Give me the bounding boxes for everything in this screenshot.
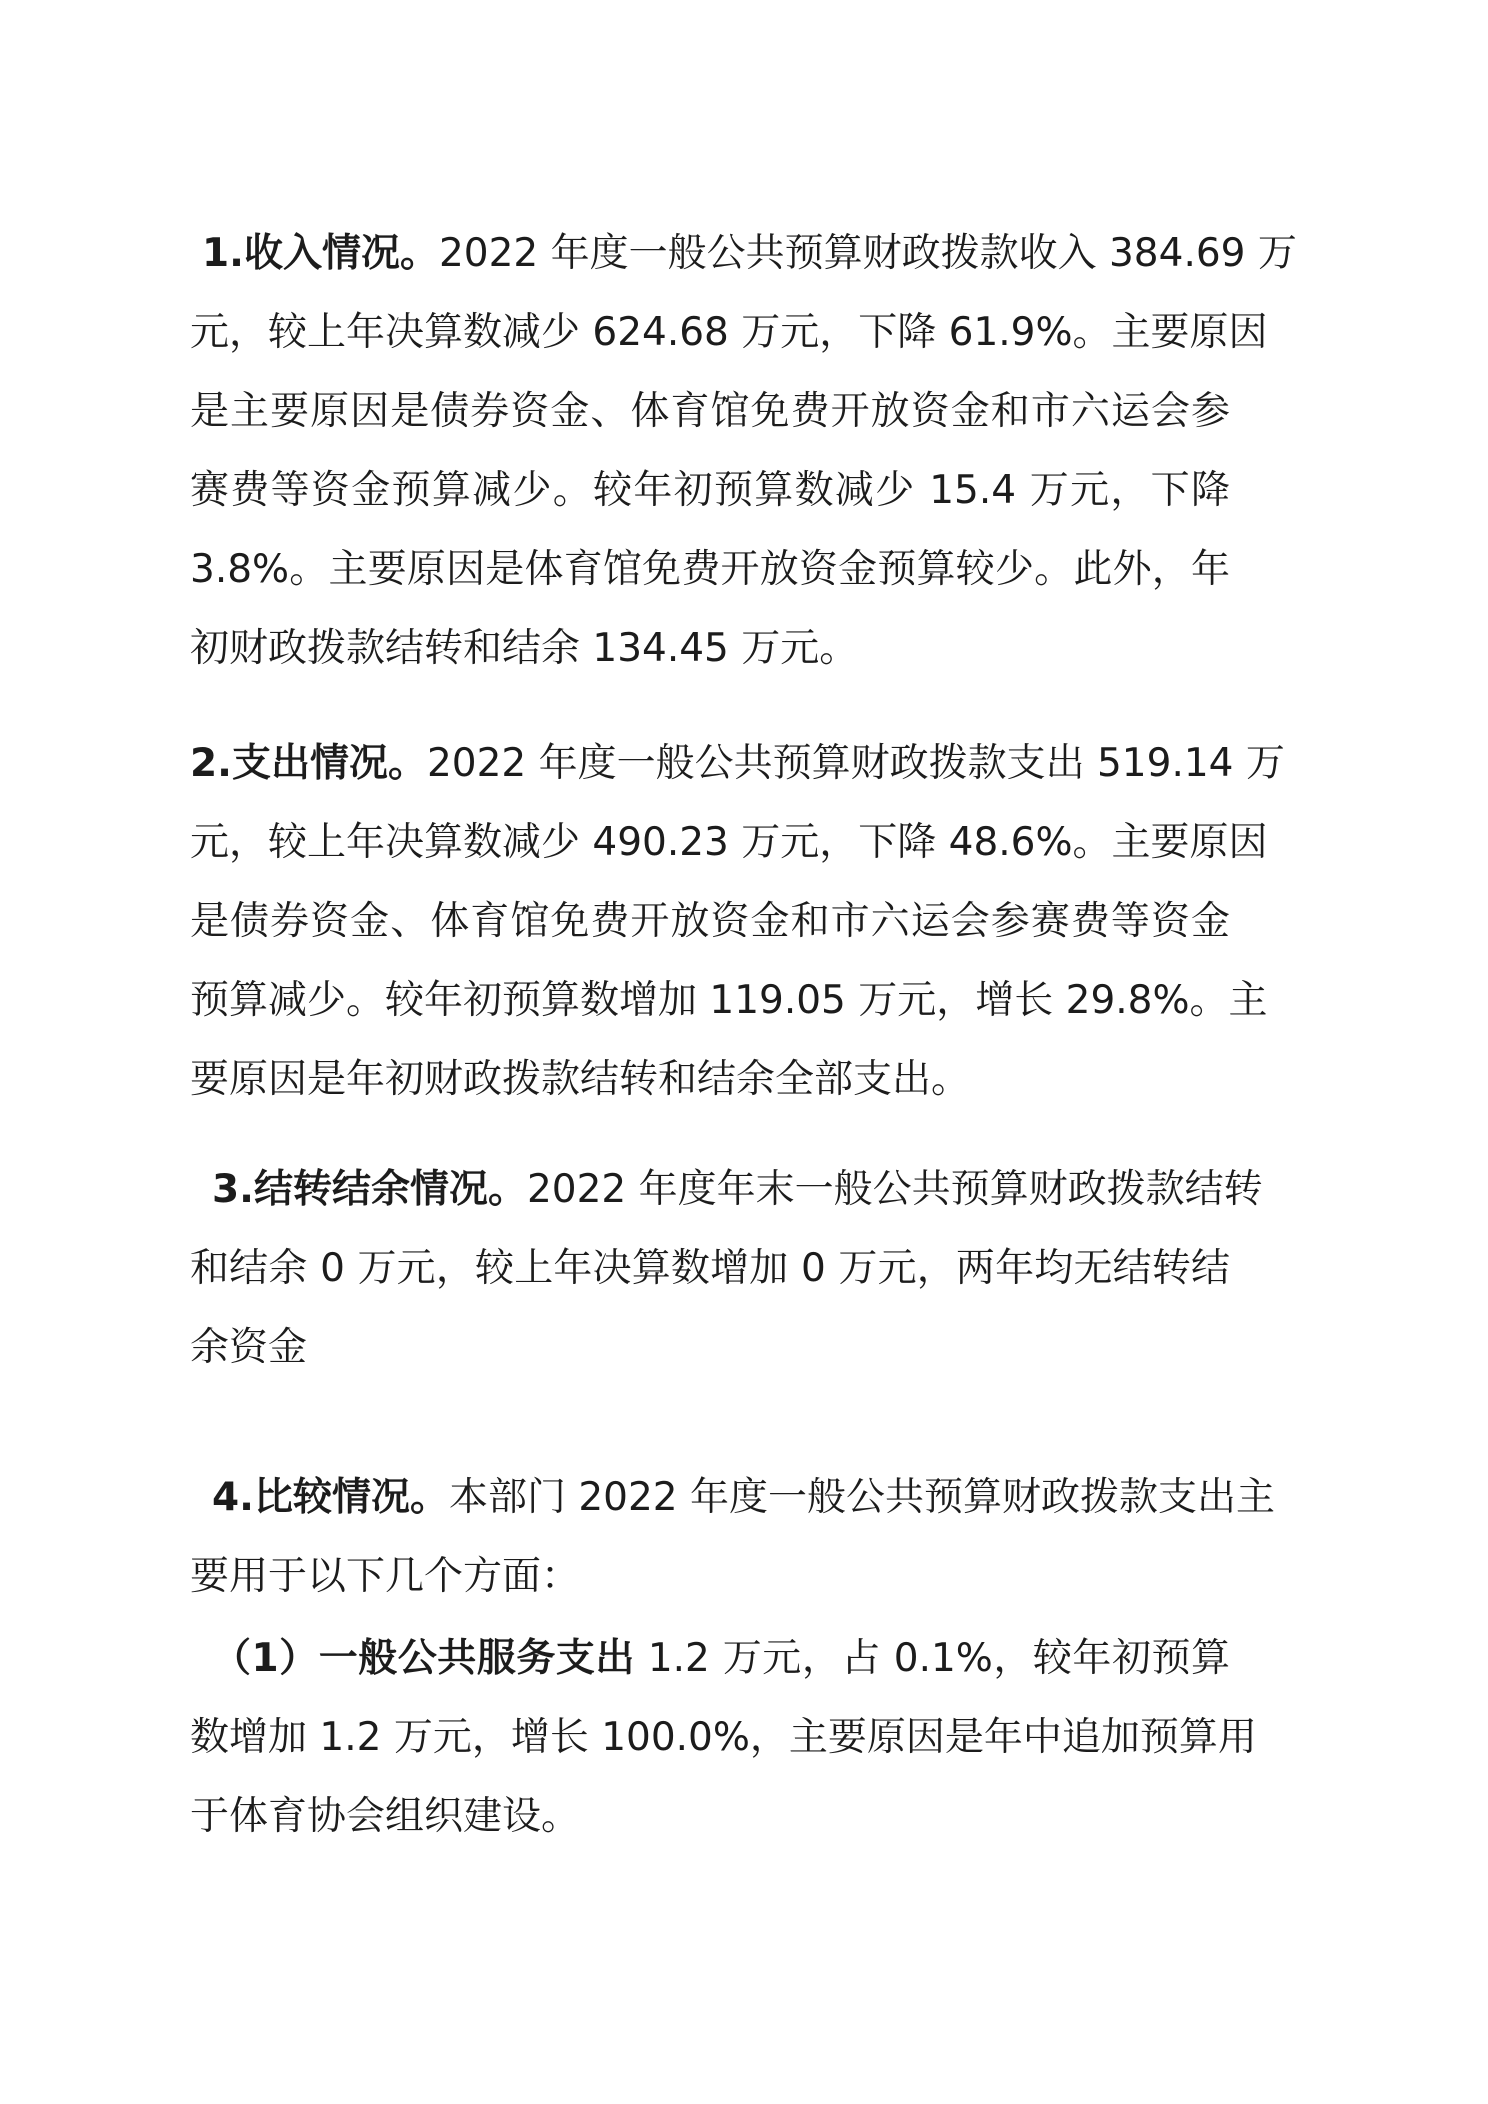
- text-line: [190, 724, 1285, 803]
- section-heading-expenditure: 2.支出情况。: [190, 741, 427, 786]
- text-line: 预算减少。较年初预算数增加 119.05 万元，增长 29.8%。主: [190, 978, 1268, 1023]
- line-text: 2022 年度一般公共预算财政拨款收入 384.69 万: [438, 231, 1297, 276]
- text-line: 数增加 1.2 万元，增长 100.0%，主要原因是年中追加预算用: [190, 1715, 1257, 1760]
- text-line: 和结余 0 万元，较上年决算数增加 0 万元，两年均无结转结: [190, 1246, 1230, 1291]
- text-line: 初财政拨款结转和结余 134.45 万元。: [190, 626, 859, 671]
- text-line: 要原因是年初财政拨款结转和结余全部支出。: [190, 1057, 971, 1102]
- paragraph-income: [190, 214, 1297, 688]
- text-line: 3.8%。主要原因是体育馆免费开放资金预算较少。此外，年: [190, 547, 1230, 592]
- text-line: 赛费等资金预算减少。较年初预算数减少 15.4 万元，下降: [190, 468, 1230, 513]
- line-text: 2022 年度一般公共预算财政拨款支出 519.14 万: [426, 741, 1285, 786]
- section-heading-carryover: 3.结转结余情况。: [212, 1167, 527, 1212]
- text-line: 余资金: [190, 1325, 308, 1370]
- text-line: [190, 1619, 1230, 1698]
- text-line: 是主要原因是债券资金、体育馆免费开放资金和市六运会参: [190, 389, 1230, 434]
- line-text: 2022 年度年末一般公共预算财政拨款结转: [526, 1167, 1263, 1212]
- text-line: [190, 214, 1297, 293]
- text-line: 是债券资金、体育馆免费开放资金和市六运会参赛费等资金: [190, 899, 1230, 944]
- paragraph-comparison: [190, 1458, 1275, 1616]
- text-line: 元，较上年决算数减少 624.68 万元，下降 61.9%。主要原因: [190, 310, 1268, 355]
- paragraph-expenditure: [190, 724, 1285, 1119]
- text-line: 要用于以下几个方面：: [190, 1554, 581, 1599]
- subsection-heading-general-public-services: （1）一般公共服务支出: [212, 1636, 635, 1681]
- line-text: 本部门 2022 年度一般公共预算财政拨款支出主: [448, 1475, 1275, 1520]
- paragraph-general-public-services: [190, 1619, 1257, 1856]
- section-heading-income: 1.收入情况。: [202, 231, 439, 276]
- text-line: 元，较上年决算数减少 490.23 万元，下降 48.6%。主要原因: [190, 820, 1268, 865]
- text-line: [190, 1150, 1263, 1229]
- section-heading-comparison: 4.比较情况。: [212, 1475, 449, 1520]
- text-line: 于体育协会组织建设。: [190, 1794, 581, 1839]
- paragraph-carryover: [190, 1150, 1263, 1387]
- line-text: 1.2 万元，占 0.1%，较年初预算: [634, 1636, 1231, 1681]
- text-line: [190, 1458, 1275, 1537]
